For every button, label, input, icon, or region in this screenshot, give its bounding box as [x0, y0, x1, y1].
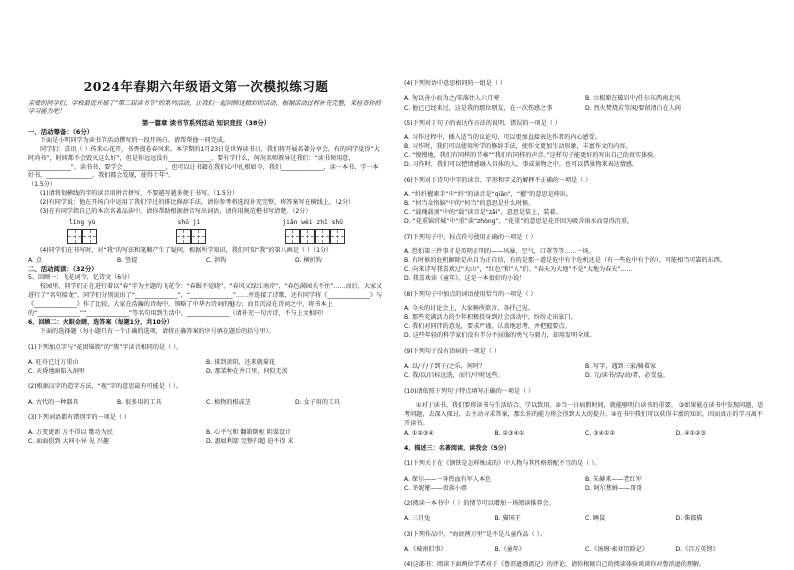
pinyin-row — [28, 218, 384, 227]
question-6: (6)下列对于诗句中字的读音、字形和字义的解释不正确的一项是（ ） — [404, 176, 592, 184]
option[interactable]: A. 匆以善小而为之/零落往人六月寒 — [404, 95, 500, 103]
section1-text: 下面是小明同学为读书节活动撰写的一段开场白，请帮帮他一同完成。 — [40, 136, 229, 144]
option[interactable]: B. 心平气和 翻箱倒柜 阴谋设计 — [206, 429, 292, 437]
tianzige-group — [285, 229, 345, 244]
q13-options — [404, 545, 766, 554]
question-3: (3)下列词语都有错别字的一项是（ ） — [28, 413, 130, 421]
option[interactable]: B. 那些充满活力的少年积极投身到社会活动中，纷纷走出家门。 — [404, 314, 577, 322]
writing-cell[interactable] — [82, 229, 97, 244]
option[interactable]: D. 烈火焚烧若等闲/要留清白在人间 — [585, 104, 681, 112]
option[interactable]: B. 猫国王 — [494, 515, 521, 523]
q3-options — [28, 428, 384, 446]
option[interactable]: B. ②③④① — [494, 429, 525, 437]
question-9: (9)下列句子没有语病的一项是（ ） — [404, 347, 500, 355]
option[interactable]: D. 那菜种在井口里，何似无羡 — [206, 368, 288, 376]
option[interactable]: C. 我们对同伴的意见，要求严谨，认真地思考，并把握要点。 — [404, 323, 571, 331]
intro-text: 亲爱的同学们，学校最近开展了“第三届读书节”的系列活动，让我们一起回顾这精彩的活动，根据活动过程补充完整，来检查你的学习能力吧！ — [28, 100, 381, 116]
section3-heading: 4、描述三：名著阅读，读我会（5分） — [404, 445, 510, 453]
option[interactable]: C. 他已已经来过，这是我的那位朋友，在一次伤感之事 — [404, 104, 553, 112]
question-10-text: ①对于读书，我们要将读书与生活结合，学以致用。②当一日病假时间，就能够明白读书的重要。 ③如果能在读书中发现问题，思考问题，去深入探讨，去主动寻求答案，那么你的能力将会得到大大的提升。④在书中我们可以获得丰富的知识，因而真正的学习离不开读书。 — [404, 402, 764, 427]
question-2: (2)根据汉字的造字方法，“视”字的意思最有可能是（ ）。 — [28, 383, 182, 391]
q2-options — [28, 398, 384, 407]
option[interactable]: C. 我/以/目标远选，而行/中时远些。 — [404, 372, 504, 380]
question-5: (5)下列对于句子的表达作方法的说明，错误的一项是（ ） — [404, 119, 561, 127]
q11-options — [404, 475, 766, 493]
q9-options — [404, 362, 766, 380]
section1-heading: 一、活动筹备：（6分） — [28, 127, 94, 136]
question-4: (4)下列短语中意思相同的一组是（ ） — [404, 80, 506, 88]
section1-q2: (2)有同学说：他在开场白中运用了我们学过的排比修辞手法。请你参考将选段补充完整，将答案写在横线上，（2分） — [40, 199, 355, 207]
option[interactable]: A. 今天的讨论会上，大家畅所欲言，各抒己见。 — [404, 305, 534, 313]
question-7: (7)下列句子中，标点符号使用正确的一项是（ ） — [404, 233, 537, 241]
option[interactable]: D. 习作时，我们可以把情感融入具体的人，事或景物之中，也可以借景物来表达情感。 — [404, 160, 639, 168]
writing-cell[interactable] — [176, 229, 191, 244]
writing-cell[interactable] — [300, 229, 315, 244]
option[interactable]: A. ①②③④ — [404, 429, 434, 437]
option[interactable]: A. 以/子/子到子/之乐，何时？ — [404, 363, 486, 371]
option[interactable]: A.《城南旧事》 — [404, 546, 447, 554]
pinyin-item: shū jì — [177, 218, 201, 226]
question-13: (3)下列作品中，“海底两万里”是不是儿童作品（ ）。 — [404, 530, 546, 538]
option[interactable]: D. 这些年轻的科学家们没有半分不屈服的勇气与毅力，却用发明全球。 — [404, 331, 596, 339]
option[interactable]: B. “何当金络脑”中的“何当”的意思是什么时候。 — [404, 200, 535, 208]
option[interactable]: C. 植物的根或茎 — [206, 398, 251, 406]
option[interactable]: D.《百万英镑》 — [675, 546, 719, 554]
section1-q4: (4)同学们在书写时，对“我”的写法和笔顺产生了疑问，根据所学知识，我们可知“我”的第八画是（ ）（1分） — [40, 246, 333, 254]
option[interactable]: D. 阿尔焦姆——哥哥 — [585, 484, 643, 492]
option[interactable]: B. 写字，遇到三家/骑着家 — [585, 363, 657, 371]
subsection6-heading: 6、回顾二：火眼金睛，选答案（每题1分，共10分） — [28, 318, 173, 326]
option[interactable]: A. 三月兔 — [404, 515, 431, 523]
left-column — [28, 0, 384, 561]
option[interactable]: D. 元/读书/活/动/者，必受益。 — [585, 372, 669, 380]
option[interactable]: D. 惠如利箭 完整归超 迫不得 求 — [206, 438, 294, 446]
option[interactable]: A. 万变更新 万不得以 歌功为民 — [28, 429, 113, 437]
pinyin-item: jiǎn wèi zhī shū — [282, 218, 343, 226]
option[interactable]: C. 面面俱到 大同小异 见 兴趣 — [28, 438, 109, 446]
option[interactable]: A. 保尔——一身热血有军人本色 — [404, 475, 492, 483]
option[interactable]: B. 立根原在破岩中/任尔东西南北风 — [585, 95, 681, 103]
option[interactable]: A. “纤纤擢素手”中“纤”的读音是“qiān”，“擢”的意思是伸出。 — [404, 191, 572, 199]
option[interactable]: A. 习作过程中，插入适当的议论句，可以更加直接表达作者的内心感受。 — [404, 134, 601, 142]
option[interactable]: B. 朱赫来——老红军 — [585, 475, 642, 483]
exam-title: 2024年春期六年级语文第一次模拟练习题 — [83, 79, 329, 94]
option[interactable]: D. “花重锦官城”中“重”读“zhòng”，“花重”的意思是花开因为吸含雨水而显得沉重。 — [404, 217, 634, 225]
tianzige-group — [67, 229, 97, 244]
option[interactable]: C.《汤姆·索亚历险记》 — [585, 546, 648, 554]
question-8: (8)下列句子中加点的词语使用恰当的一项是（ ） — [404, 290, 537, 298]
q10-options — [404, 429, 766, 438]
writing-cell[interactable] — [330, 229, 345, 244]
question-12: (2)阅读一本书中（ ）的情节可以增加一场阅读推荐会。 — [404, 500, 555, 508]
option[interactable]: A. 旺舟已过万重山 — [28, 358, 79, 366]
option[interactable]: B.《童年》 — [494, 546, 525, 554]
option[interactable]: B. 很多用的工具 — [117, 398, 162, 406]
section2-heading: 二、活动阅读：（32分） — [28, 265, 98, 274]
option[interactable]: A. 古代的一种器具 — [28, 398, 79, 406]
q1-options — [28, 358, 384, 376]
right-column — [404, 0, 766, 569]
option[interactable]: C. “载瑰载顶”中的“载”读音是“zǎi”，意思是装上，装着。 — [404, 209, 562, 217]
option[interactable]: C. 睡鼠 — [585, 515, 606, 523]
q12-options — [404, 514, 766, 523]
option[interactable]: D. 女子用的工具 — [295, 398, 341, 406]
option[interactable]: B. 竖提 — [117, 256, 138, 264]
option[interactable]: B. 习作时，我们可以使用所学的修辞手法，使作文更加生动形象，丰富作文的内容。 — [404, 143, 632, 151]
q1-score: （1.5分） — [28, 181, 56, 189]
option[interactable]: D. 柴郡猫 — [675, 515, 703, 523]
subsection5-passage: 校园里，同学们正在进行着以“春”字为主题的飞花令：“春眠不觉晓”、“春风又绿江南岸”、“春色满园关不住”……而后，大家又进行了“名句接龙”，同学们分别说出了“______________”，“______________”……并连接了诗歌，还有同学将《______________》与《______________》作了比较。大家在浩瀚的诗海中，领略了中华古诗词的魅力；而且沉浸在诗词之中，将书本上的“______________”“______________”等名句用到生活中。______________（请补充一句古诗，不与上文相同） — [28, 282, 383, 317]
subsection6-text: 下面的选择题（每小题只有一个正确的选项，请将正确答案的序号填在题后的括号里）。 — [40, 327, 275, 335]
section1-passage: 同学们：喜讯（ ）传来心花开，书香漫卷春风来。本学期的1月23日是世界读书日，我们将开展名著分享会。有的同学觉得“大时尚书”，时间都不会毁灭这么好”，但是你远远没有______________，要有学什么，何况名师教导过我们：“读书须用意，______________”。读书书，要学会______________，也可以让书籍在我们心中扎根如今，我们______________，读一本书、学一本好书，_______________，我们都会发现，使得十年”。 — [28, 145, 380, 180]
option[interactable]: D. ④①②③ — [675, 429, 706, 437]
section1-q1: (1)请将划横线的字的读音用拼音拼写，不要越写越多便于书写。（1.5分） — [40, 190, 239, 198]
option[interactable]: A. 点 — [28, 256, 43, 264]
option[interactable]: C. 向来诗写我喜欢过“大山”，“红色”和“人”们。“春天为大地”不是“大地为春天”…… — [404, 266, 633, 274]
option[interactable]: C. 冬妮娅——贵族小姐 — [404, 484, 467, 492]
q4r-options — [404, 94, 766, 112]
option[interactable]: B. 有时候的危机解除是出自为正自信，有的是那一道是危中有个危机还是（有一些危中有个的），可能相当可靠的东西。 — [404, 257, 726, 265]
option[interactable]: D. 我喜欢读《童年》，这是一本很好的小说！ — [404, 274, 526, 282]
subsection5-heading: 5、回顾一：飞花词令，忆诗文（6分） — [28, 274, 134, 282]
section1-q3: (3)在有同学指自己的本次名著品读中，请你帮助根据拼音写出词语，请你用规范楷书写清楚。（2分） — [40, 208, 312, 216]
question-14: (4)这部书：阅读下面两位学者对于《鲁滨逊漂流记》的评论，请你根据自己的阅读体验谈谈你对鲁滨逊的理解。 — [404, 561, 706, 569]
option[interactable]: D. 横折钩 — [295, 256, 322, 264]
option[interactable]: C. “慢慢地，我们有同样的节奏”“我们有同样的声音。”这样句子能更好的写出自己的真实体验。 — [404, 152, 660, 159]
question-11: (1)下列关于在《钢铁是怎样炼成的》中人物与其性格搭配不当的是（ ）。 — [404, 460, 601, 468]
option[interactable]: C. 斜钩 — [206, 256, 227, 264]
question-10: (10)请依照下列句子特点填写正确的一项是（ ） — [404, 387, 535, 395]
tianzige-row — [28, 229, 384, 244]
option[interactable]: B. 徘到黄阳，还来就菊花 — [206, 358, 275, 366]
writing-cell[interactable] — [315, 229, 330, 244]
tianzige-group — [176, 229, 206, 244]
option[interactable]: A. 恐怕第三件事才是英明正明的——风暴，空气，口罩等等……一场。 — [404, 248, 595, 256]
option[interactable]: C. 天昏地暗陷入洞里 — [28, 368, 85, 376]
q4-options — [28, 256, 384, 265]
question-1: (1)下列加点字与“花团锦簇”的“簇”字读音相同的是（ ）。 — [28, 343, 183, 351]
writing-cell[interactable] — [285, 229, 300, 244]
option[interactable]: C. ③④①② — [585, 429, 615, 437]
pinyin-item: líng yù — [69, 218, 96, 226]
part1-heading: 第一篇章 读书节系列活动 知识竞技（38分） — [141, 118, 271, 127]
writing-cell[interactable] — [67, 229, 82, 244]
writing-cell[interactable] — [191, 229, 206, 244]
